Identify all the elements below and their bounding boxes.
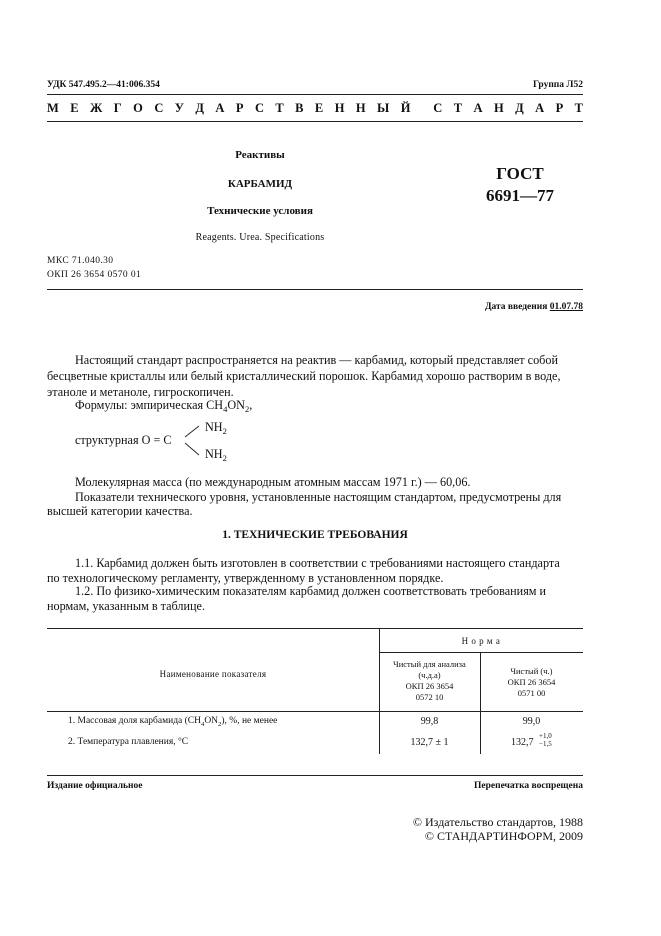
formula-sub-4: 4 [223,404,228,414]
para-1-2-line-1: 1.2. По физико-химическим показателям карбамид должен соответствовать требованиям и [75,584,547,598]
structural-bonds [181,421,205,461]
banner-letter: Е [70,101,79,115]
copyright-2: © СТАНДАРТИНФОРМ, 2009 [424,829,583,843]
table-row-2-value-2 [511,732,552,748]
row2-tolerance-minus: −1,5 [539,740,552,748]
group-code: Группа Л52 [532,80,583,90]
row2-tolerance-plus: +1,0 [539,732,552,740]
nh2-lower [205,446,227,466]
row1-name-c: ), %, не менее [221,716,278,726]
table-col-pure-analysis [379,659,480,703]
title-english: Reagents. Urea. Specifications [195,232,325,243]
edition-label: Издание официальное [47,781,143,791]
banner-letter: У [174,101,184,115]
gost-label: ГОСТ [496,164,544,183]
banner-letter: А [535,101,545,115]
table-col-pure [480,666,583,699]
table-col-name: Наименование показателя [159,669,267,679]
table-row-2-value-1: 132,7 ± 1 [410,737,449,748]
title-name: КАРБАМИД [227,178,293,190]
col2-line-3: 0571 00 [517,688,546,698]
date-label: Дата введения [484,302,548,312]
nh-upper-text: NH [205,420,223,434]
gost-number: 6691—77 [486,186,554,205]
banner-letter: Д [195,101,204,115]
col1-line-2: (ч.д.а) [418,670,441,680]
banner-letter: Г [113,101,122,115]
table-norma-header: Н о р м а [461,636,501,646]
intro-line-2: бесцветные кристаллы или белый кристаллический порошок. Карбамид хорошо растворим в воде, [47,369,561,383]
banner-letter: Ы [377,101,390,115]
row1-name-a: 1. Массовая доля карбамида (CH [68,716,201,726]
reprint-label: Перепечатка воспрещена [473,781,583,791]
title-rule [47,289,583,290]
banner-letter: Т [275,101,284,115]
banner-letter: Р [235,101,244,115]
col1-line-3: ОКП 26 3654 [405,681,454,691]
para-1-2-line-2: нормам, указанным в таблице. [47,599,205,613]
table-norma-rule [379,652,583,653]
row1-name-on: ON [204,716,219,726]
tech-level-line-2: высшей категории качества. [47,504,193,518]
formula-label: Формулы: эмпирическая CH [75,398,224,412]
banner-letter: Е [314,101,324,115]
nh-lower-text: NH [205,447,223,461]
banner-letter: Й [400,101,411,115]
formula-empirical [75,397,252,417]
table-row-1-value-1: 99,8 [420,716,439,727]
banner-letter: О [133,101,143,115]
molecular-mass: Молекулярная масса (по международным атомным массам 1971 г.) — 60,06. [75,475,471,489]
bond-lower [185,443,199,455]
okp-code: ОКП 26 3654 0570 01 [47,270,142,280]
banner-letter: С [433,101,443,115]
nh2-upper [205,419,227,439]
row1-sub-2: 2 [218,721,222,728]
banner-letter: Т [574,101,583,115]
tech-level-line-1: Показатели технического уровня, установленные настоящим стандартом, предусмотрены для [75,490,562,504]
formula-on: ON [227,398,245,412]
footer-rule [47,775,583,776]
udk-code: УДК 547.495.2—41:006.354 [47,80,160,90]
col2-line-2: ОКП 26 3654 [507,677,556,687]
header-rule-top [47,94,583,95]
table-row-1-name [68,716,277,728]
nh-upper-sub: 2 [222,426,227,436]
intro-line-1: Настоящий стандарт распространяется на реактив — карбамид, который представляет собой [75,353,558,367]
banner-letter: Н [334,101,345,115]
col1-line-1: Чистый для анализа [393,659,466,669]
copyright-1: © Издательство стандартов, 1988 [412,815,583,829]
effective-date [485,302,583,312]
banner-letter: Н [355,101,366,115]
col2-line-1: Чистый (ч.) [510,666,553,676]
table-row-2-name: 2. Температура плавления, °C [68,737,189,747]
col1-line-4: 0572 10 [415,692,444,702]
mks-code: МКС 71.040.30 [47,256,114,266]
para-1-1-line-2: по технологическому регламенту, утвержденному в установленном порядке. [47,571,444,585]
title-reagents: Реактивы [235,149,285,161]
bond-upper [185,426,199,437]
row2-v2-base: 132,7 [511,737,534,748]
row2-tolerance [539,732,552,748]
formula-comma: , [249,398,253,412]
banner-letter: Ж [90,101,103,115]
date-value: 01.07.78 [549,302,583,312]
formula-structural-label: структурная O = C [75,433,172,447]
banner-letter: В [295,101,304,115]
row1-sub-4: 4 [200,721,205,728]
interstate-standard-banner [47,101,583,116]
banner-letter: С [254,101,264,115]
banner-letter: Н [493,101,504,115]
formula-sub-2: 2 [244,404,250,414]
banner-letter: Т [453,101,463,115]
title-conditions: Технические условия [207,205,313,217]
para-1-1-line-1: 1.1. Карбамид должен быть изготовлен в соответствии с требованиями настоящего стандарта [75,556,560,570]
nh-lower-sub: 2 [222,453,227,463]
banner-letter: Р [555,101,564,115]
intro-line-3: этаноле и метаноле, гигроскопичен. [47,385,234,399]
table-top-rule [47,628,583,629]
banner-letter: С [154,101,164,115]
table-row-1-value-2: 99,0 [522,716,541,727]
banner-letter: А [473,101,483,115]
banner-letter: А [215,101,225,115]
table-header-rule [47,711,583,712]
banner-letter: Д [515,101,524,115]
section-title: 1. ТЕХНИЧЕСКИЕ ТРЕБОВАНИЯ [222,529,408,541]
header-rule-bottom [47,121,583,122]
banner-letter: М [47,101,59,115]
